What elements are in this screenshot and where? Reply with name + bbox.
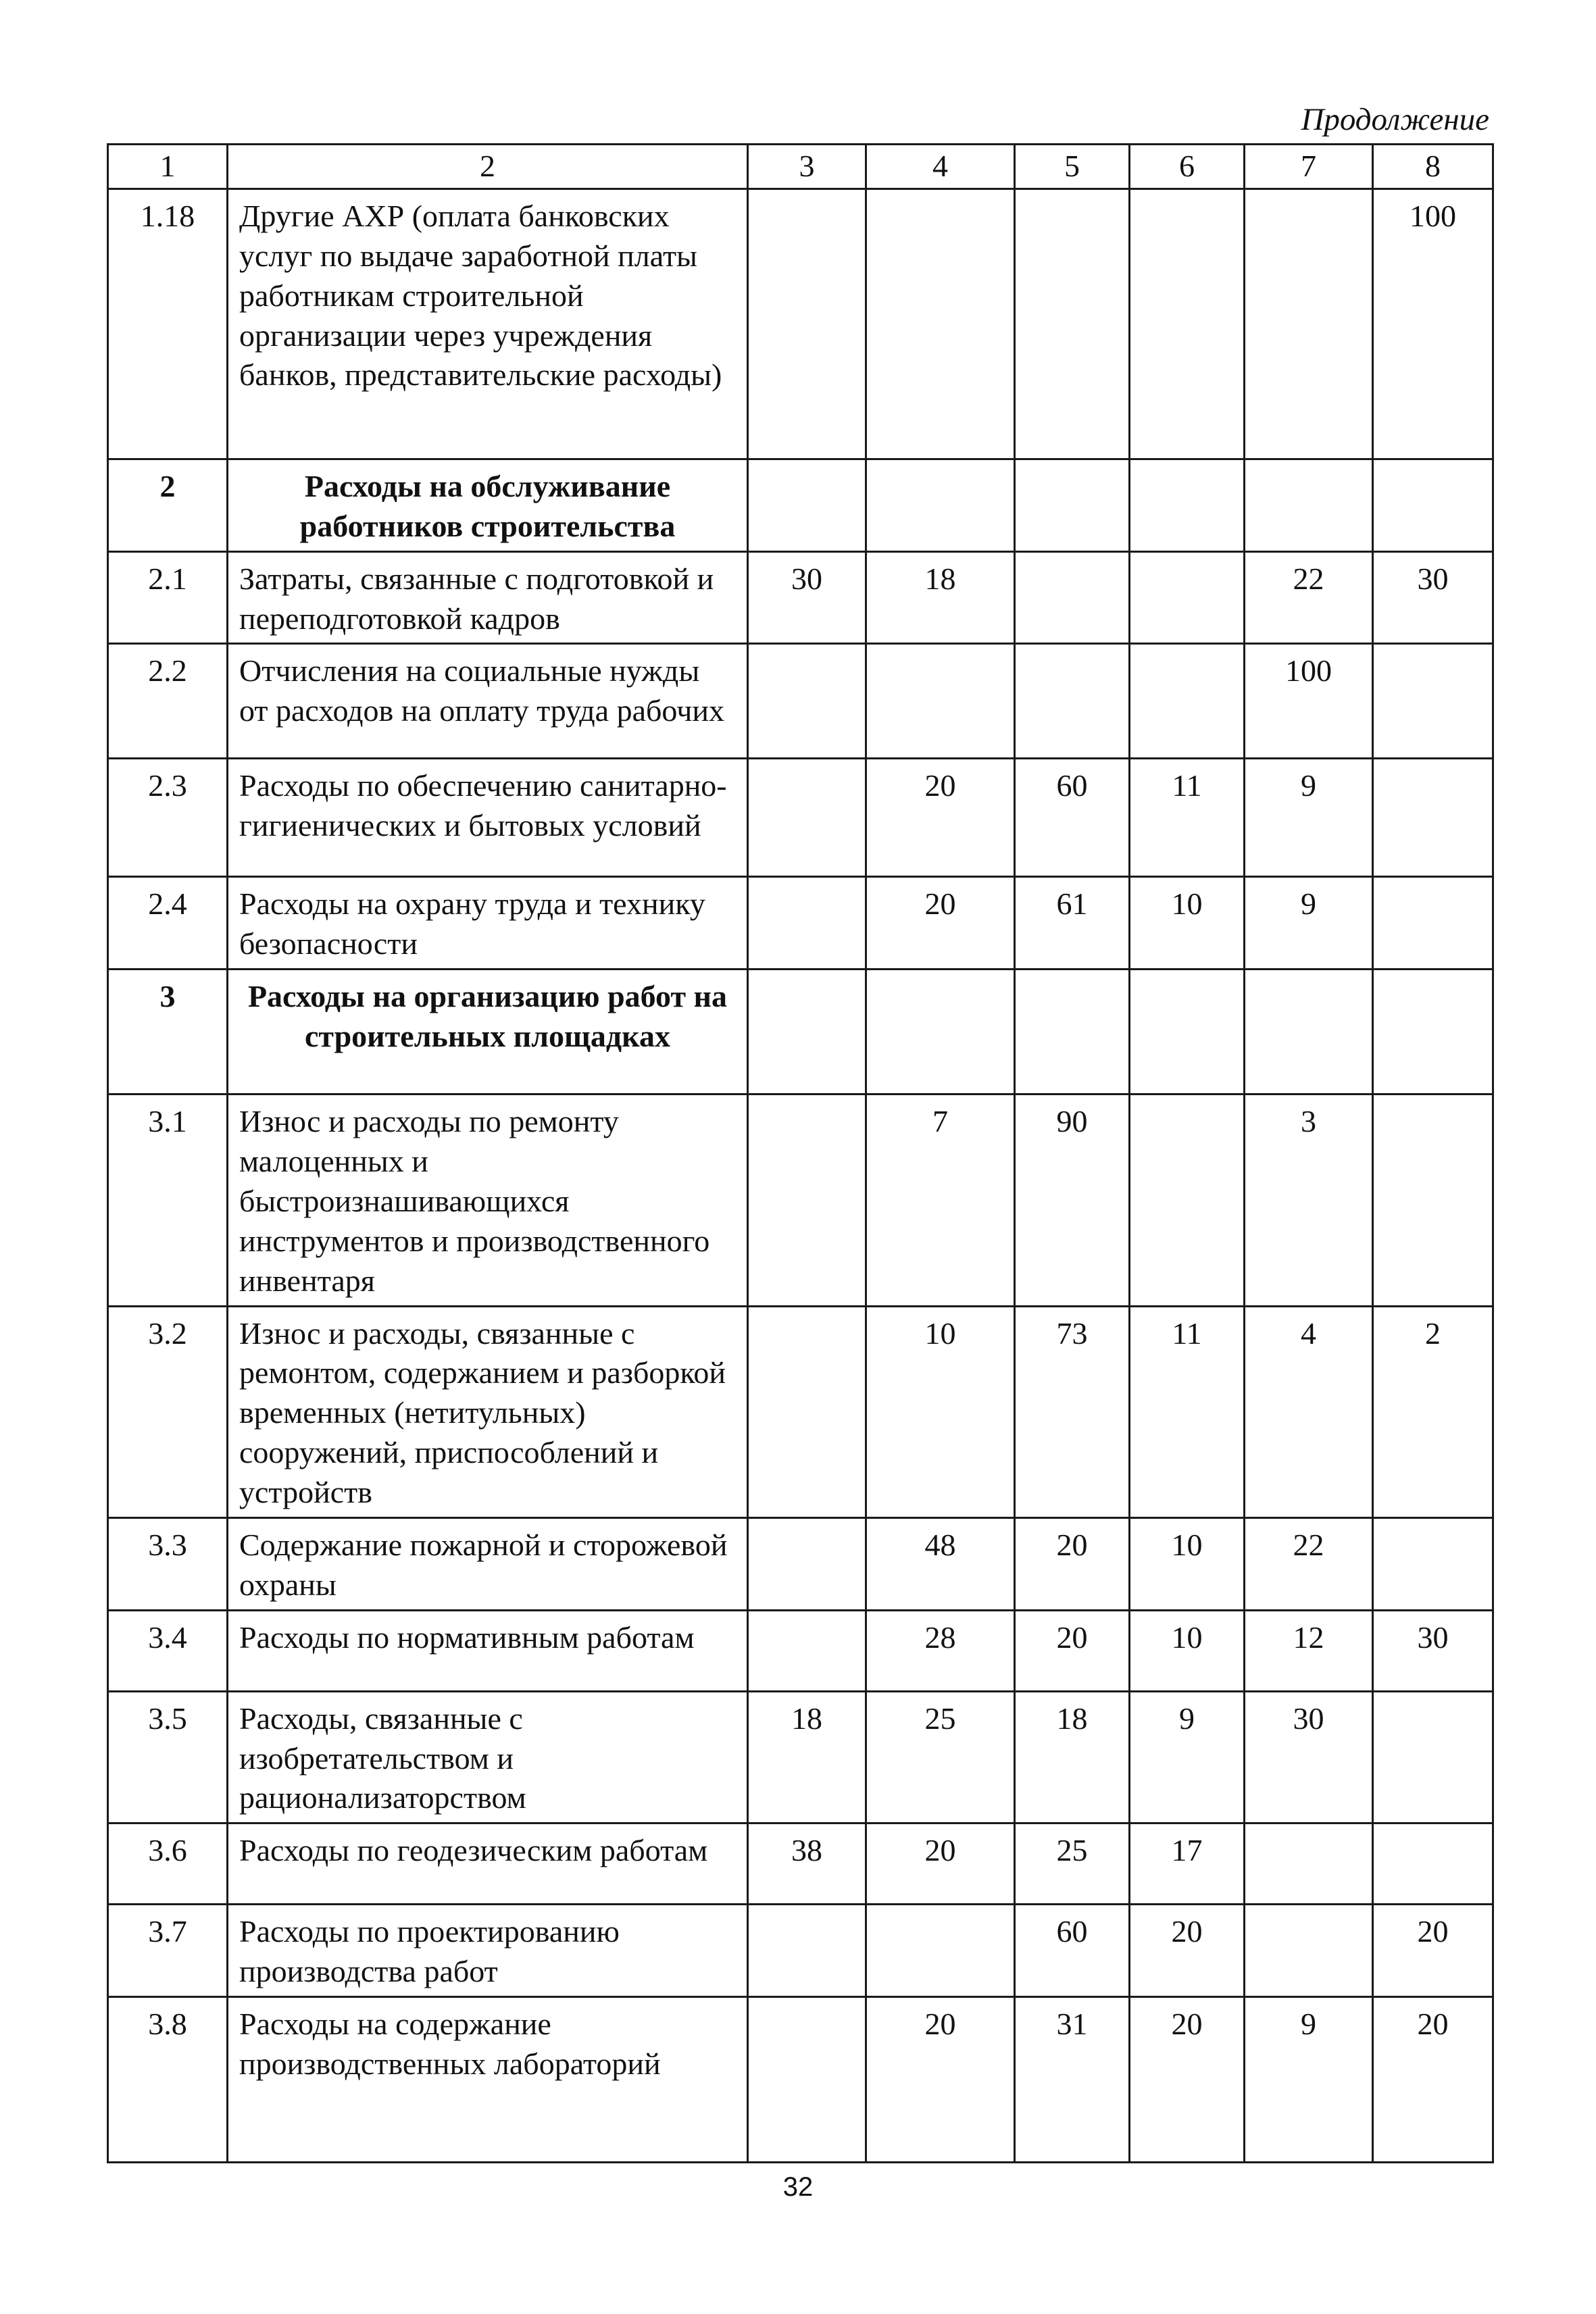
table-row: [108, 1691, 1493, 1823]
value-cell-col-3: [748, 459, 866, 551]
value-cell-col-7: 22: [1245, 551, 1373, 644]
table-row: [108, 1905, 1493, 1997]
value-cell-col-6: 10: [1130, 1610, 1245, 1691]
table-row: [108, 877, 1493, 970]
value-cell-col-3: [748, 877, 866, 970]
row-number-cell: 3.1: [108, 1095, 228, 1306]
value-cell-col-4: [866, 188, 1015, 459]
column-header-5: 5: [1015, 145, 1130, 189]
value-cell-col-6: 20: [1130, 1997, 1245, 2163]
row-number-cell: 2.3: [108, 759, 228, 877]
value-cell-col-5: 20: [1015, 1610, 1130, 1691]
value-cell-col-6: 20: [1130, 1905, 1245, 1997]
value-cell-col-4: 10: [866, 1306, 1015, 1517]
table-row: [108, 459, 1493, 551]
row-number-cell: 2.1: [108, 551, 228, 644]
value-cell-col-7: 4: [1245, 1306, 1373, 1517]
value-cell-col-5: 61: [1015, 877, 1130, 970]
value-cell-col-4: 20: [866, 1997, 1015, 2163]
value-cell-col-7: 12: [1245, 1610, 1373, 1691]
value-cell-col-3: 38: [748, 1823, 866, 1905]
value-cell-col-5: 60: [1015, 1905, 1130, 1997]
row-description-cell: Расходы по геодезическим работам: [228, 1823, 748, 1905]
value-cell-col-6: [1130, 970, 1245, 1095]
value-cell-col-5: 18: [1015, 1691, 1130, 1823]
row-number-cell: 1.18: [108, 188, 228, 459]
value-cell-col-8: 30: [1373, 551, 1493, 644]
value-cell-col-8: 100: [1373, 188, 1493, 459]
row-description-cell: Отчисления на социальные нужды от расходов на оплату труда рабочих: [228, 644, 748, 759]
value-cell-col-6: [1130, 551, 1245, 644]
row-number-cell: 3.3: [108, 1517, 228, 1610]
value-cell-col-8: 20: [1373, 1905, 1493, 1997]
column-header-6: 6: [1130, 145, 1245, 189]
value-cell-col-4: [866, 970, 1015, 1095]
row-number-cell: 3.7: [108, 1905, 228, 1997]
value-cell-col-6: [1130, 459, 1245, 551]
value-cell-col-3: [748, 970, 866, 1095]
row-description-cell: Расходы, связанные с изобретательством и рационализаторством: [228, 1691, 748, 1823]
row-description-cell: Расходы по обеспечению санитарно-гигиенических и бытовых условий: [228, 759, 748, 877]
value-cell-col-8: [1373, 1823, 1493, 1905]
value-cell-col-3: [748, 759, 866, 877]
value-cell-col-8: 30: [1373, 1610, 1493, 1691]
value-cell-col-7: [1245, 1823, 1373, 1905]
value-cell-col-3: [748, 1997, 866, 2163]
value-cell-col-4: 20: [866, 1823, 1015, 1905]
column-header-3: 3: [748, 145, 866, 189]
table-row: [108, 1997, 1493, 2163]
table-body: [108, 145, 1493, 2163]
value-cell-col-3: [748, 1905, 866, 1997]
row-number-cell: 3.5: [108, 1691, 228, 1823]
column-header-7: 7: [1245, 145, 1373, 189]
row-number-cell: 3.2: [108, 1306, 228, 1517]
row-description-cell: Содержание пожарной и сторожевой охраны: [228, 1517, 748, 1610]
value-cell-col-8: [1373, 759, 1493, 877]
value-cell-col-7: [1245, 1905, 1373, 1997]
value-cell-col-7: 3: [1245, 1095, 1373, 1306]
row-number-cell: 3.8: [108, 1997, 228, 2163]
value-cell-col-7: 30: [1245, 1691, 1373, 1823]
header-row: [108, 145, 1493, 189]
value-cell-col-3: [748, 1095, 866, 1306]
value-cell-col-8: 20: [1373, 1997, 1493, 2163]
row-number-cell: 2.2: [108, 644, 228, 759]
value-cell-col-7: [1245, 188, 1373, 459]
row-description-cell: Расходы на обслуживание работников строительства: [228, 459, 748, 551]
value-cell-col-6: 10: [1130, 877, 1245, 970]
value-cell-col-4: [866, 459, 1015, 551]
value-cell-col-4: 20: [866, 877, 1015, 970]
row-number-cell: 3.4: [108, 1610, 228, 1691]
value-cell-col-6: 11: [1130, 1306, 1245, 1517]
row-description-cell: Износ и расходы, связанные с ремонтом, содержанием и разборкой временных (нетитульных) сооружений, приспособлений и устройств: [228, 1306, 748, 1517]
table-row: [108, 188, 1493, 459]
page-number: 32: [782, 2172, 814, 2202]
value-cell-col-5: 20: [1015, 1517, 1130, 1610]
value-cell-col-4: 28: [866, 1610, 1015, 1691]
value-cell-col-3: [748, 644, 866, 759]
table-row: [108, 1610, 1493, 1691]
value-cell-col-3: [748, 1610, 866, 1691]
value-cell-col-5: 60: [1015, 759, 1130, 877]
value-cell-col-6: 9: [1130, 1691, 1245, 1823]
value-cell-col-6: 10: [1130, 1517, 1245, 1610]
value-cell-col-8: [1373, 1095, 1493, 1306]
value-cell-col-3: 30: [748, 551, 866, 644]
value-cell-col-4: [866, 1905, 1015, 1997]
value-cell-col-4: 25: [866, 1691, 1015, 1823]
value-cell-col-8: [1373, 1691, 1493, 1823]
value-cell-col-4: 7: [866, 1095, 1015, 1306]
column-header-8: 8: [1373, 145, 1493, 189]
table-row: [108, 970, 1493, 1095]
value-cell-col-5: [1015, 644, 1130, 759]
row-description-cell: Расходы по нормативным работам: [228, 1610, 748, 1691]
value-cell-col-7: 9: [1245, 1997, 1373, 2163]
value-cell-col-5: [1015, 188, 1130, 459]
value-cell-col-6: 11: [1130, 759, 1245, 877]
value-cell-col-8: [1373, 459, 1493, 551]
row-description-cell: Расходы по проектированию производства работ: [228, 1905, 748, 1997]
column-header-4: 4: [866, 145, 1015, 189]
value-cell-col-4: 48: [866, 1517, 1015, 1610]
value-cell-col-6: [1130, 644, 1245, 759]
row-description-cell: Расходы на охрану труда и технику безопасности: [228, 877, 748, 970]
value-cell-col-3: 18: [748, 1691, 866, 1823]
value-cell-col-3: [748, 188, 866, 459]
value-cell-col-3: [748, 1517, 866, 1610]
value-cell-col-5: 90: [1015, 1095, 1130, 1306]
value-cell-col-6: [1130, 188, 1245, 459]
table-row: [108, 1823, 1493, 1905]
cost-distribution-table: [107, 143, 1494, 2163]
row-number-cell: 3.6: [108, 1823, 228, 1905]
table-row: [108, 759, 1493, 877]
row-number-cell: 3: [108, 970, 228, 1095]
row-description-cell: Затраты, связанные с подготовкой и переподготовкой кадров: [228, 551, 748, 644]
row-description-cell: Расходы на организацию работ на строительных площадках: [228, 970, 748, 1095]
value-cell-col-8: [1373, 970, 1493, 1095]
column-header-2: 2: [228, 145, 748, 189]
table-row: [108, 551, 1493, 644]
value-cell-col-6: [1130, 1095, 1245, 1306]
value-cell-col-7: [1245, 459, 1373, 551]
value-cell-col-5: [1015, 970, 1130, 1095]
value-cell-col-4: [866, 644, 1015, 759]
value-cell-col-8: [1373, 1517, 1493, 1610]
value-cell-col-5: [1015, 551, 1130, 644]
value-cell-col-8: 2: [1373, 1306, 1493, 1517]
value-cell-col-5: 25: [1015, 1823, 1130, 1905]
row-number-cell: 2.4: [108, 877, 228, 970]
table-row: [108, 1517, 1493, 1610]
value-cell-col-7: 9: [1245, 877, 1373, 970]
row-description-cell: Износ и расходы по ремонту малоценных и быстроизнашивающихся инструментов и производственного инвентаря: [228, 1095, 748, 1306]
continuation-label: Продолжение: [1301, 102, 1489, 137]
value-cell-col-6: 17: [1130, 1823, 1245, 1905]
value-cell-col-5: 73: [1015, 1306, 1130, 1517]
value-cell-col-3: [748, 1306, 866, 1517]
column-header-1: 1: [108, 145, 228, 189]
table-row: [108, 1306, 1493, 1517]
value-cell-col-4: 20: [866, 759, 1015, 877]
row-description-cell: Другие АХР (оплата банковских услуг по выдаче заработной платы работникам строительной организации через учреждения банков, представительские расходы): [228, 188, 748, 459]
row-description-cell: Расходы на содержание производственных лабораторий: [228, 1997, 748, 2163]
value-cell-col-8: [1373, 644, 1493, 759]
value-cell-col-7: 100: [1245, 644, 1373, 759]
table-row: [108, 1095, 1493, 1306]
value-cell-col-7: 9: [1245, 759, 1373, 877]
value-cell-col-7: [1245, 970, 1373, 1095]
value-cell-col-8: [1373, 877, 1493, 970]
value-cell-col-5: 31: [1015, 1997, 1130, 2163]
row-number-cell: 2: [108, 459, 228, 551]
value-cell-col-7: 22: [1245, 1517, 1373, 1610]
table-row: [108, 644, 1493, 759]
value-cell-col-4: 18: [866, 551, 1015, 644]
value-cell-col-5: [1015, 459, 1130, 551]
